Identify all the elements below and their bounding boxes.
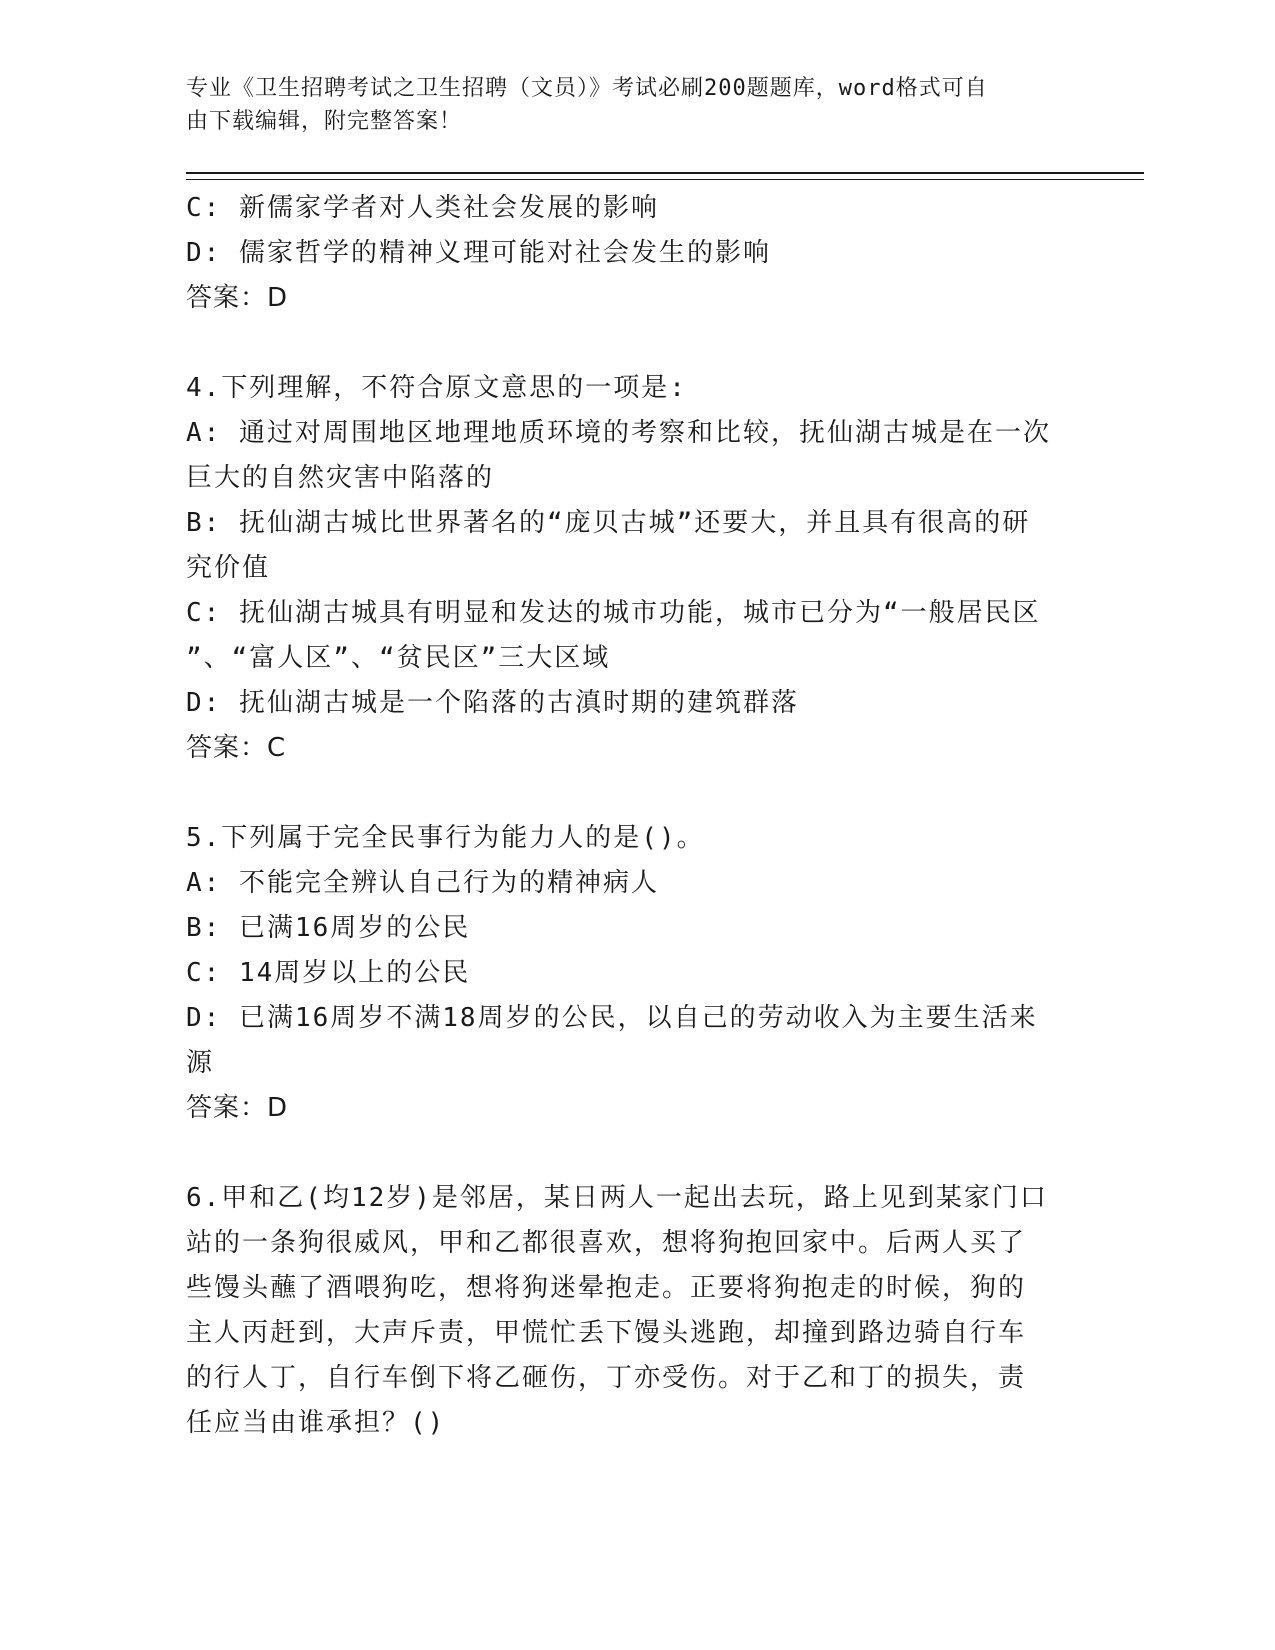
answer-label: 答案：C (186, 733, 287, 763)
option-a-continued: 巨大的自然灾害中陷落的 (186, 463, 495, 493)
question-6 (186, 1176, 1066, 1446)
spacer (186, 1131, 1066, 1176)
question-stem-line-4: 主人丙赶到，大声斥责，甲慌忙丢下馒头逃跑，却撞到路边骑自行车 (186, 1318, 1027, 1348)
option-c: C: 抚仙湖古城具有明显和发达的城市功能，城市已分为“一般居民区 (186, 598, 1041, 628)
question-stem-line-6: 任应当由谁承担？() (186, 1408, 446, 1438)
question-stem-line-3: 些馒头蘸了酒喂狗吃，想将狗迷晕抱走。正要将狗抱走的时候，狗的 (186, 1273, 1027, 1303)
option-d-continued: 源 (186, 1048, 215, 1078)
header-divider-thick (186, 172, 1144, 174)
header-divider-thin (186, 179, 1144, 180)
option-c-continued: ”、“富人区”、“贫民区”三大区域 (186, 643, 611, 673)
question-5 (186, 816, 1066, 1131)
question-stem: 5.下列属于完全民事行为能力人的是()。 (186, 823, 705, 853)
spacer (186, 771, 1066, 816)
option-a: A: 不能完全辨认自己行为的精神病人 (186, 868, 659, 898)
option-d: D: 儒家哲学的精神义理可能对社会发生的影响 (186, 238, 771, 268)
spacer (186, 321, 1066, 366)
option-c: C: 新儒家学者对人类社会发展的影响 (186, 193, 659, 223)
question-stem-line-5: 的行人丁，自行车倒下将乙砸伤，丁亦受伤。对于乙和丁的损失，责 (186, 1363, 1027, 1393)
answer-label: 答案：D (186, 283, 289, 313)
header-line-1: 专业《卫生招聘考试之卫生招聘（文员）》考试必刷200题题库，word格式可自 (186, 76, 988, 101)
option-d: D: 抚仙湖古城是一个陷落的古滇时期的建筑群落 (186, 688, 799, 718)
header-line-2: 由下载编辑，附完整答案！ (186, 109, 463, 134)
question-stem-line-1: 6.甲和乙(均12岁)是邻居，某日两人一起出去玩，路上见到某家门口 (186, 1183, 1048, 1213)
question-stem-line-2: 站的一条狗很威风，甲和乙都很喜欢，想将狗抱回家中。后两人买了 (186, 1228, 1027, 1258)
document-body (186, 186, 1066, 1446)
answer-label: 答案：D (186, 1093, 289, 1123)
option-b: B: 抚仙湖古城比世界著名的“庞贝古城”还要大，并且具有很高的研 (186, 508, 1031, 538)
document-header (186, 72, 1066, 138)
option-a: A: 通过对周围地区地理地质环境的考察和比较，抚仙湖古城是在一次 (186, 418, 1051, 448)
option-c: C: 14周岁以上的公民 (186, 958, 471, 988)
option-d: D: 已满16周岁不满18周岁的公民，以自己的劳动收入为主要生活来 (186, 1003, 1038, 1033)
question-4 (186, 366, 1066, 771)
option-b-continued: 究价值 (186, 553, 271, 583)
option-b: B: 已满16周岁的公民 (186, 913, 471, 943)
question-3-continued (186, 186, 1066, 321)
question-stem: 4.下列理解，不符合原文意思的一项是: (186, 373, 687, 403)
